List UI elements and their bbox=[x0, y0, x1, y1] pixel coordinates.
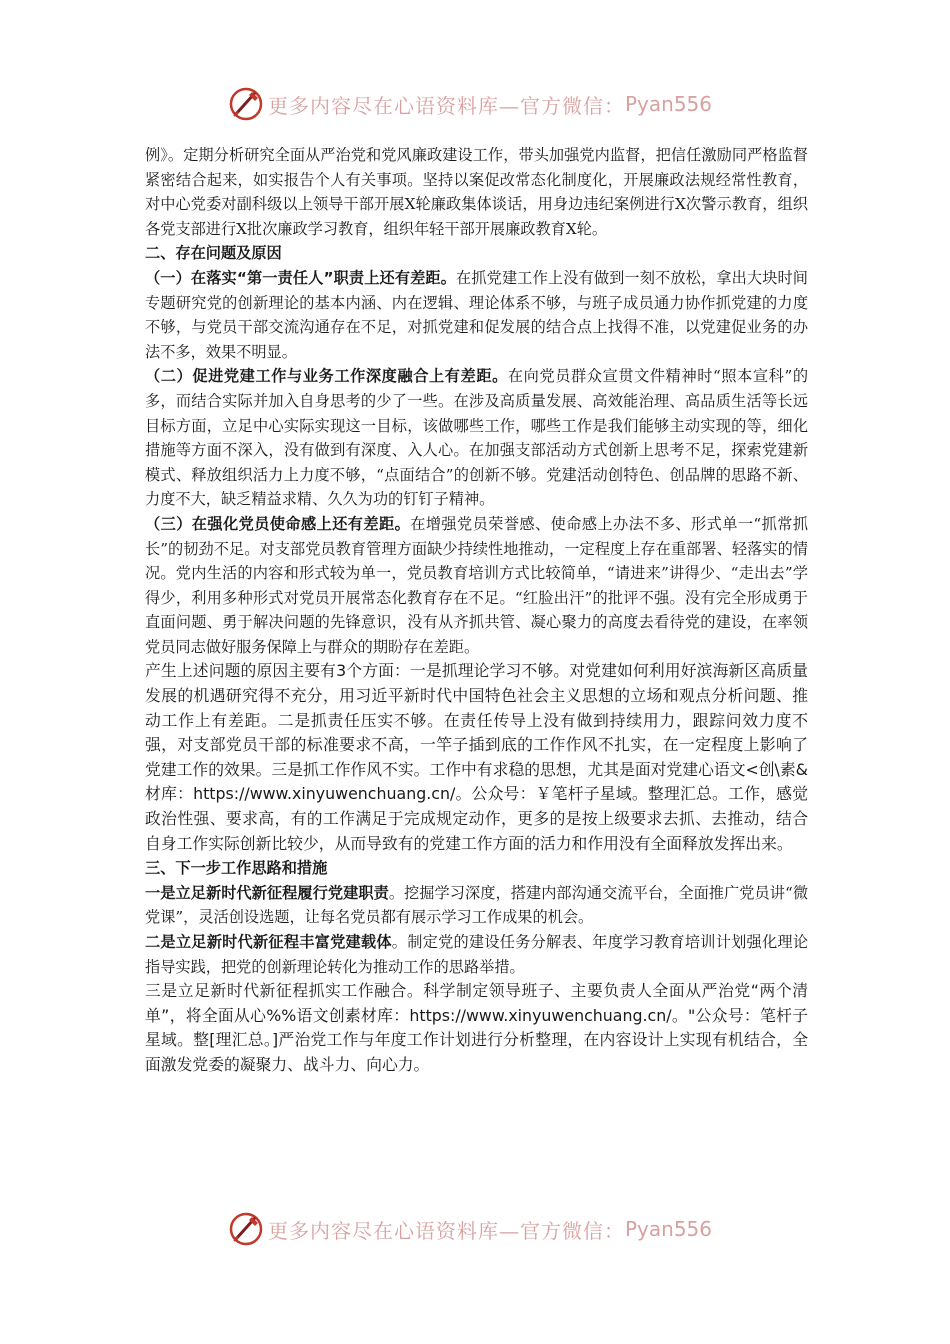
watermark-wechat-id: Pyan556 bbox=[625, 92, 713, 116]
section-heading-measures: 三、下一步工作思路和措施 bbox=[145, 859, 328, 878]
problem-1-body: 在抓党建工作上没有做到一刻不放松，拿出大块时间专题研究党的创新理论的基本内涵、内在逻辑、理论体系不够，与班子成员通力协作抓党建的力度不够，与党员干部交流沟通存在不足，对抓党建和促发展的结合点上找得不准，以党建促业务的办法不多，效果不明显。 bbox=[145, 268, 808, 361]
problem-3-body: 在增强党员荣誉感、使命感上办法不多、形式单一“抓常抓长”的韧劲不足。对支部党员教育管理方面缺少持续性地推动，一定程度上存在重部署、轻落实的情况。党内生活的内容和形式较为单一，党员教育培训方式比较简单，“请进来”讲得少、“走出去”学得少，利用多种形式对党员开展常态化教育存在不足。“红脸出汗”的批评不强。没有完全形成勇于直面问题、勇于解决问题的先锋意识，没有从齐抓共管、凝心聚力的高度去看待党的建设，在率领党员同志做好服务保障上与群众的期盼存在差距。 bbox=[145, 514, 809, 656]
problem-1-lead: （一）在落实“第一责任人”职责上还有差距。 bbox=[145, 268, 457, 287]
intro-paragraph: 例》。定期分析研究全面从严治党和党风廉政建设工作，带头加强党内监督，把信任激励同严格监督紧密结合起来，如实报告个人有关事项。坚持以案促改常态化制度化，开展廉政法规经常性教育，对中心党委对副科级以上领导干部开展X轮廉政集体谈话，用身边违纪案例进行X次警示教育，组织各党支部进行X批次廉政学习教育，组织年轻干部开展廉政教育X轮。 bbox=[145, 146, 808, 238]
causes-paragraph: 产生上述问题的原因主要有3个方面：一是抓理论学习不够。对党建如何利用好滨海新区高质量发展的机遇研究得不充分，用习近平新时代中国特色社会主义思想的立场和观点分析问题、推动工作上有差距。二是抓责任压实不够。在责任传导上没有做到持续用力，跟踪问效力度不强，对支部党员干部的标准要求不高，一竿子插到底的工作作风不扎实，在一定程度上影响了党建工作的效果。三是抓工作作风不实。工作中有求稳的思想，尤其是面对党建心语文<创\素&材库：https://www.xinyuwenchuang.cn/。公众号：￥笔杆子星域。整理汇总。工作，感觉政治性强、要求高，有的工作满足于完成规定动作，更多的是按上级要求去抓、去推动，结合自身工作实际创新比较少，从而导致有的党建工作方面的活力和作用没有全面释放发挥出来。 bbox=[145, 661, 808, 853]
measure-2-lead: 二是立足新时代新征程丰富党建载体 bbox=[145, 933, 392, 951]
problem-paragraph-1 bbox=[145, 266, 808, 364]
pen-logo-icon bbox=[228, 1211, 264, 1247]
document-body bbox=[145, 143, 808, 1078]
measure-paragraph-1 bbox=[145, 881, 808, 930]
watermark-wechat-id: Pyan556 bbox=[625, 1217, 713, 1241]
measure-2-body: 。制定党的建设任务分解表、年度学习教育培训计划强化理论指导实践，把党的创新理论转化为推动工作的思路举措。 bbox=[145, 933, 809, 976]
problem-2-lead: （二）促进党建工作与业务工作深度融合上有差距。 bbox=[145, 367, 508, 386]
watermark-footer bbox=[228, 1209, 748, 1249]
section-heading-problems: 二、存在问题及原因 bbox=[145, 244, 282, 263]
pen-logo-icon bbox=[228, 86, 264, 122]
measure-1-lead: 一是立足新时代新征程履行党建职责 bbox=[145, 883, 389, 902]
problem-2-body: 在向党员群众宣贯文件精神时“照本宣科”的多，而结合实际并加入自身思考的少了一些。在涉及高质量发展、高效能治理、高品质生活等长远目标方面，立足中心实际实现这一目标，该做哪些工作，哪些工作是我们能够主动实现的等，细化措施等方面不深入，没有做到有深度、入人心。在加强支部活动方式创新上思考不足，探索党建新模式、释放组织活力上力度不够，“点面结合”的创新不够。党建活动创特色、创品牌的思路不新、力度不大，缺乏精益求精、久久为功的钉钉子精神。 bbox=[145, 367, 809, 509]
measure-paragraph-2 bbox=[145, 930, 808, 979]
problem-paragraph-3 bbox=[145, 512, 808, 660]
watermark-header bbox=[228, 84, 748, 124]
watermark-brand-text: 更多内容尽在心语资料库—官方微信： bbox=[268, 93, 625, 118]
measure-paragraph-3: 三是立足新时代新征程抓实工作融合。科学制定领导班子、主要负责人全面从严治党“两个清单”，将全面从心%%语文创素材库：https://www.xinyuwenchuang.cn/。"公众号：笔杆子星域。整[理汇总。]严治党工作与年度工作计划进行分析整理，在内容设计上实现有机结合，全面激发党委的凝聚力、战斗力、向心力。 bbox=[145, 981, 808, 1074]
watermark-brand-text: 更多内容尽在心语资料库—官方微信： bbox=[268, 1218, 625, 1243]
problem-3-lead: （三）在强化党员使命感上还有差距。 bbox=[145, 514, 411, 533]
measure-1-body: 。挖掘学习深度，搭建内部沟通交流平台，全面推广党员讲“微党课”，灵活创设选题，让每名党员都有展示学习工作成果的机会。 bbox=[145, 883, 809, 927]
problem-paragraph-2 bbox=[145, 364, 808, 512]
